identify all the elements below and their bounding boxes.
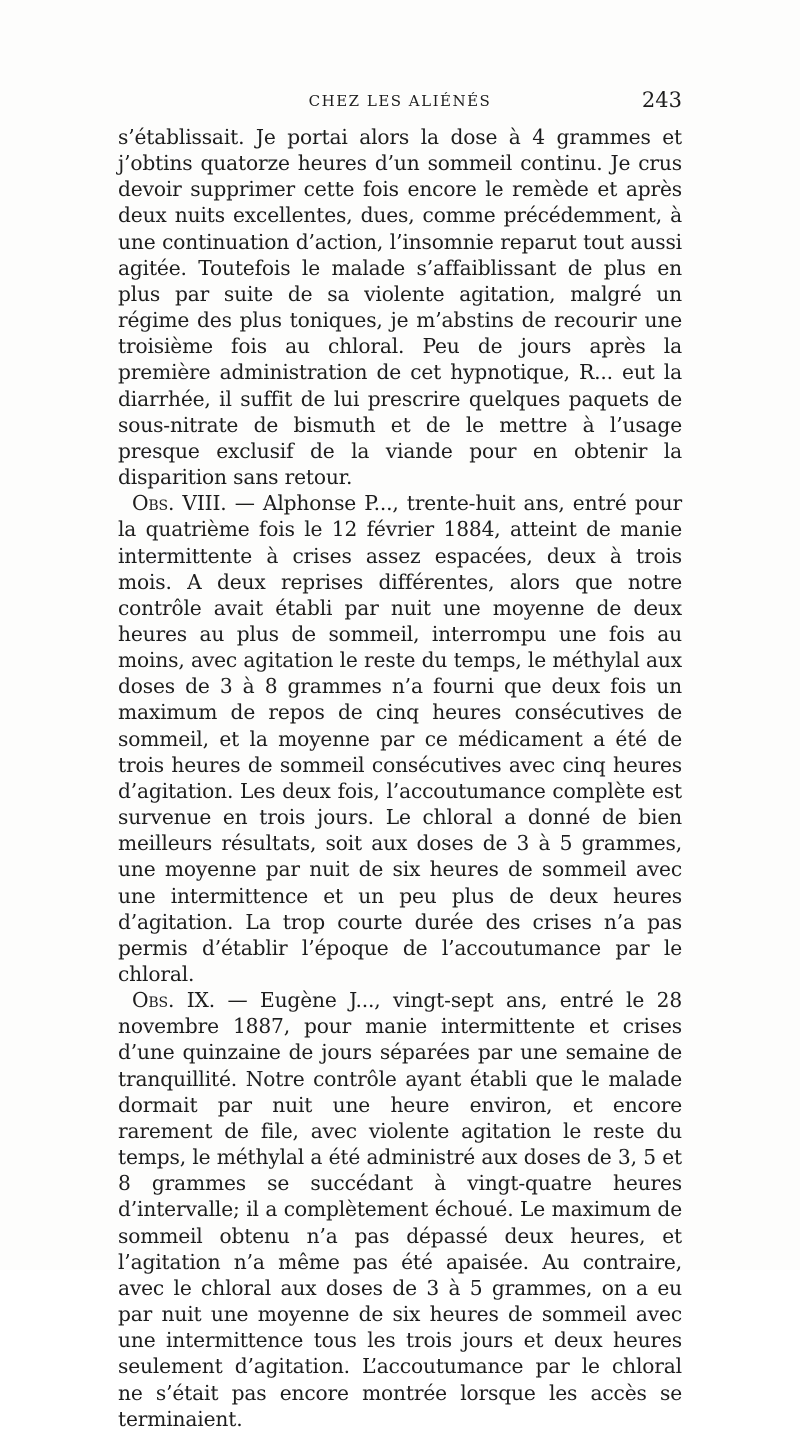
- obs-8-label: Obs. VIII.: [132, 491, 227, 516]
- obs-8-text: — Alphonse P..., trente-huit ans, entré pour la quatrième fois le 12 février 1884, atteint de manie intermittente à crises assez espacées, deux à trois mois. A deux reprises différentes, alors que notre contrôle avait établi par nuit une moyenne de deux heures au plus de sommeil, interrompu une fois au moins, avec agitation le reste du temps, le méthylal aux doses de 3 à 8 grammes n’a fourni que deux fois un maximum de repos de cinq heures consécutives de sommeil, et la moyenne par ce médicament a été de trois heures de sommeil consécutives avec cinq heures d’agitation. Les deux fois, l’accoutumance complète est survenue en trois jours. Le chloral a donné de bien meilleurs résultats, soit aux doses de 3 à 5 grammes, une moyenne par nuit de six heures de sommeil avec une intermittence et un peu plus de deux heures d’agitation. La trop courte durée des crises n’a pas permis d’établir l’époque de l’accoutumance par le chloral.: [118, 491, 682, 986]
- page-number: 243: [641, 88, 682, 112]
- running-title: CHEZ LES ALIÉNÉS: [308, 92, 492, 110]
- body-text: [118, 124, 682, 1432]
- paragraph-continuation: s’établissait. Je portai alors la dose à 4 grammes et j’obtins quatorze heures d’un sommeil continu. Je crus devoir supprimer cette fois encore le remède et après deux nuits excellentes, dues, comme précédemment, à une continuation d’action, l’insomnie reparut tout aussi agitée. Toutefois le malade s’affaiblissant de plus en plus par suite de sa violente agitation, malgré un régime des plus toniques, je m’abstins de recourir une troisième fois au chloral. Peu de jours après la première administration de cet hypnotique, R... eut la diarrhée, il suffit de lui prescrire quelques paquets de sous-nitrate de bismuth et de le mettre à l’usage presque exclusif de la viande pour en obtenir la disparition sans retour.: [118, 125, 682, 490]
- page-header: [118, 88, 682, 122]
- paragraph-obs-9: [118, 987, 682, 1432]
- obs-9-label: Obs. IX.: [132, 988, 216, 1013]
- paragraph-obs-8: [118, 490, 682, 987]
- obs-9-text: — Eugène J..., vingt-sept ans, entré le 28 novembre 1887, pour manie intermittente et crises d’une quinzaine de jours séparées par une semaine de tranquillité. Notre contrôle ayant établi que le malade dormait par nuit une heure environ, et encore rarement de file, avec violente agitation le reste du temps, le méthylal a été administré aux doses de 3, 5 et 8 grammes se succédant à vingt-quatre heures d’intervalle; il a complètement échoué. Le maximum de sommeil obtenu n’a pas dépassé deux heures, et l’agitation n’a même pas été apaisée. Au contraire, avec le chloral aux doses de 3 à 5 grammes, on a eu par nuit une moyenne de six heures de sommeil avec une intermittence tous les trois jours et deux heures seulement d’agitation. L’accoutumance par le chloral ne s’était pas encore montrée lorsque les accès se terminaient.: [118, 988, 683, 1431]
